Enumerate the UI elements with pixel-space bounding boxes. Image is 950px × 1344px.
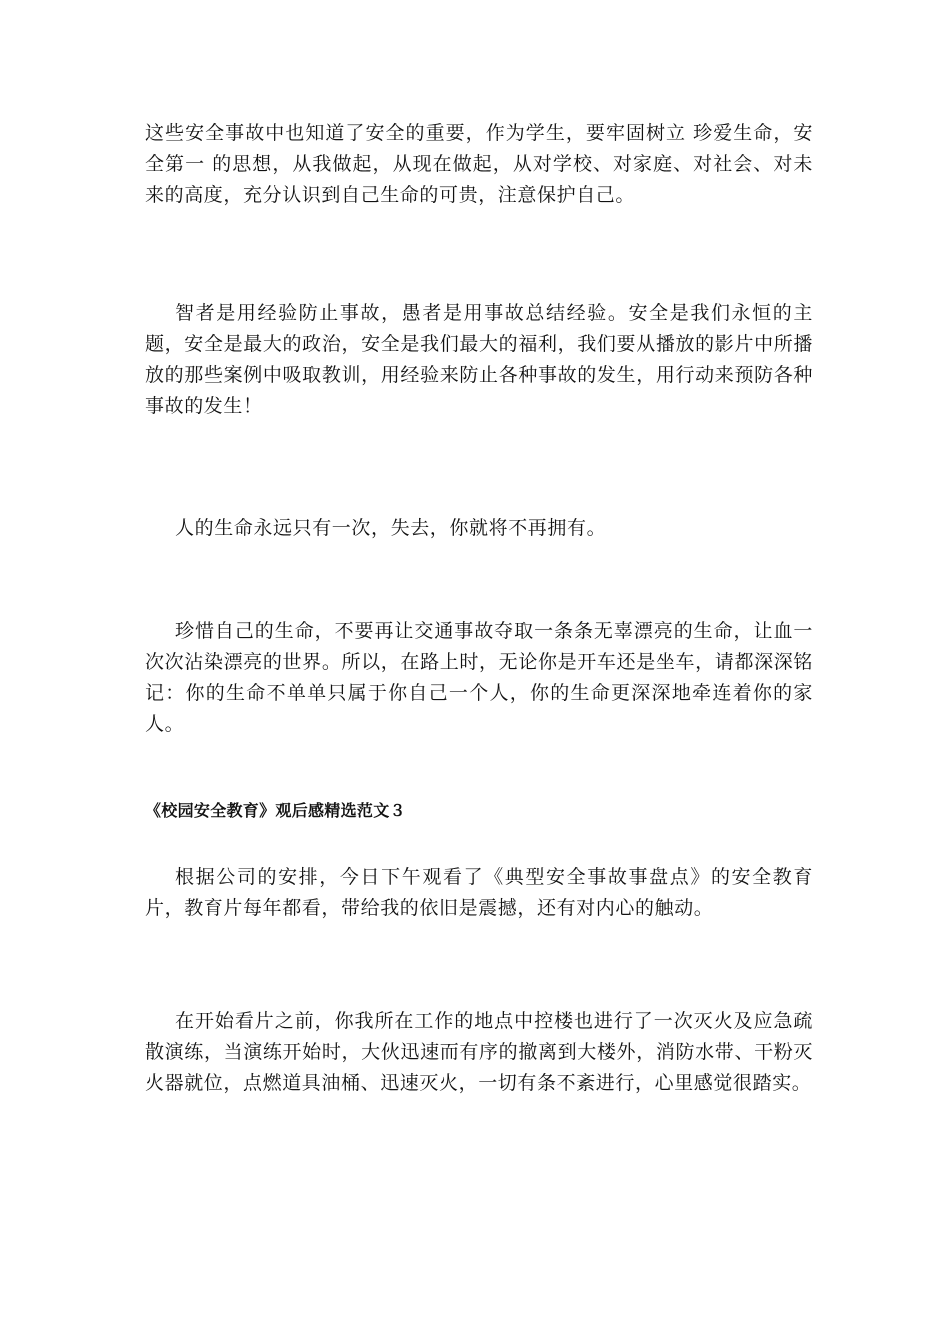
paragraph-life-once: 人的生命永远只有一次，失去，你就将不再拥有。 <box>175 517 607 539</box>
paragraph-safety-awareness: 这些安全事故中也知道了安全的重要，作为学生，要牢固树立 珍爱生命，安全第一 的思想，从我做起，从现在做起，从对学校、对家庭、对社会、对未来的高度，充分认识到自己生命的可贵，注意保护自己。 <box>145 122 813 206</box>
section-heading: 《校园安全教育》观后感精选范文３ <box>145 801 406 820</box>
paragraph-fire-drill: 在开始看片之前，你我所在工作的地点中控楼也进行了一次灭火及应急疏散演练，当演练开始时，大伙迅速而有序的撤离到大楼外，消防水带、干粉灭火器就位，点燃道具油桶、迅速灭火，一切有条不紊进行，心里感觉很踏实。 <box>145 1010 813 1094</box>
paragraph-wise-experience: 智者是用经验防止事故，愚者是用事故总结经验。安全是我们永恒的主题，安全是最大的政治，安全是我们最大的福利，我们要从播放的影片中所播放的那些案例中吸取教训，用经验来防止各种事故的发生，用行动来预防各种事故的发生！ <box>145 302 813 417</box>
paragraph-company-arrangement: 根据公司的安排，今日下午观看了《典型安全事故事盘点》的安全教育片，教育片每年都看，带给我的依旧是震撼，还有对内心的触动。 <box>145 866 813 919</box>
paragraph-cherish-life: 珍惜自己的生命，不要再让交通事故夺取一条条无辜漂亮的生命，让血一次次沾染漂亮的世界。所以，在路上时，无论你是开车还是坐车，请都深深铭记：你的生命不单单只属于你自己一个人，你的生命更深深地牵连着你的家人。 <box>145 620 813 735</box>
